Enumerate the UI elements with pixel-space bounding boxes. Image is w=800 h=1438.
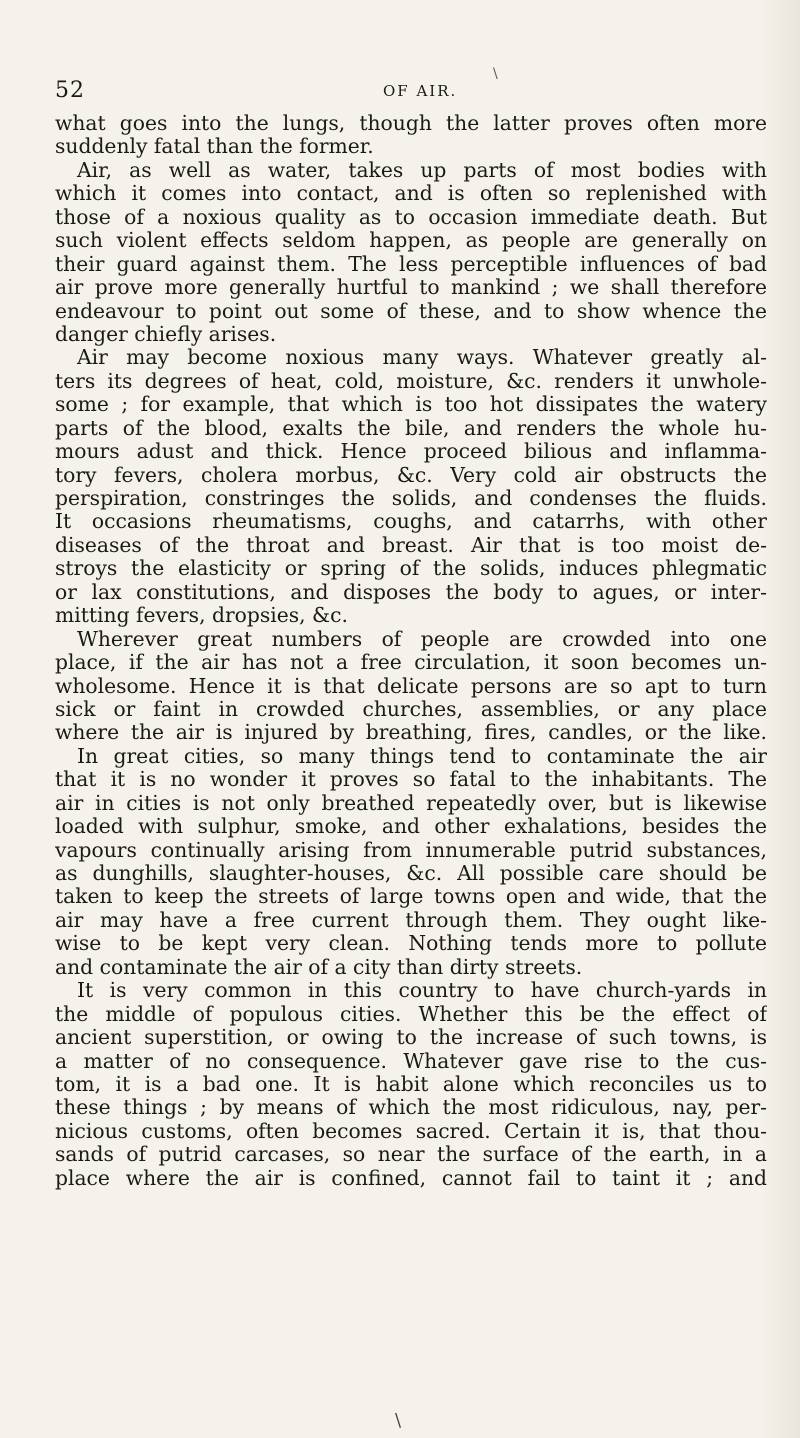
text-line: such violent effects seldom happen, as people are generally on [55,229,767,253]
text-line: tom, it is a bad one. It is habit alone which reconciles us to [55,1072,767,1096]
text-line: perspiration, constringes the solids, and condenses the fluids. [55,487,767,510]
text-line: air in cities is not only breathed repeatedly over, but is likewise [55,791,767,815]
text-line: those of a noxious quality as to occasion immediate death. But [55,205,767,229]
body-text [55,112,767,1190]
text-line: mours adust and thick. Hence proceed bilious and inflamma- [55,440,767,464]
text-line: loaded with sulphur, smoke, and other exhalations, besides the [55,815,767,839]
text-line: danger chiefly arises. [55,322,277,346]
text-line: Air may become noxious many ways. Whatever greatly al- [77,346,767,370]
text-line: or lax constitutions, and disposes the body to agues, or inter- [55,580,767,604]
text-line: wholesome. Hence it is that delicate persons are so apt to turn [55,674,767,698]
text-line: where the air is injured by breathing, fires, candles, or the like. [55,721,767,745]
text-line: endeavour to point out some of these, and to show whence the [55,299,767,323]
text-line: air prove more generally hurtful to mankind ; we shall therefore [55,276,767,300]
text-line: a matter of no consequence. Whatever gave rise to the cus- [55,1049,767,1073]
text-line: tory fevers, cholera morbus, &c. Very cold air obstructs the [55,463,767,487]
text-line: which it comes into contact, and is often so replenished with [55,182,767,206]
text-line: vapours continually arising from innumerable putrid substances, [55,838,767,862]
printer-mark-top: \ [493,66,498,82]
text-line: parts of the blood, exalts the bile, and renders the whole hu- [55,416,767,440]
text-line: and contaminate the air of a city than dirty streets. [55,955,583,979]
page-number: 52 [55,78,85,103]
text-line: Air, as well as water, takes up parts of most bodies with [77,158,767,182]
text-line: air may have a free current through them. They ought like- [55,908,767,932]
text-line: taken to keep the streets of large towns open and wide, that the [55,885,767,909]
text-line: Wherever great numbers of people are crowded into one [77,627,767,651]
text-line: some ; for example, that which is too hot dissipates the watery [55,393,767,417]
text-line: place, if the air has not a free circulation, it soon becomes un- [55,651,767,675]
running-title: OF AIR. [383,82,458,100]
text-line: these things ; by means of which the most ridiculous, nay, per- [55,1096,767,1120]
text-line: nicious customs, often becomes sacred. Certain it is, that thou- [55,1119,767,1143]
text-line: sick or faint in crowded churches, assemblies, or any place [55,697,767,721]
text-line: It occasions rheumatisms, coughs, and catarrhs, with other [55,510,767,534]
text-line: ancient superstition, or owing to the increase of such towns, is [55,1026,767,1050]
text-line: wise to be kept very clean. Nothing tends more to pollute [55,932,767,956]
text-line: suddenly fatal than the former. [55,135,374,159]
text-line: It is very common in this country to have church-yards in [77,979,767,1003]
text-line: ters its degrees of heat, cold, moisture, &c. renders it unwhole- [55,369,767,393]
text-line: the middle of populous cities. Whether this be the effect of [55,1002,767,1026]
text-line: what goes into the lungs, though the latter proves often more [55,112,767,135]
printer-mark-bottom: \ [395,1410,402,1431]
running-head [55,78,755,108]
text-line: sands of putrid carcases, so near the surface of the earth, in a [55,1143,767,1167]
text-line: as dunghills, slaughter-houses, &c. All possible care should be [55,862,767,885]
text-line: their guard against them. The less perceptible influences of bad [55,252,767,276]
text-line: that it is no wonder it proves so fatal to the inhabitants. The [55,768,767,792]
text-line: In great cities, so many things tend to contaminate the air [77,744,767,768]
text-line: place where the air is confined, cannot fail to taint it ; and [55,1166,767,1190]
text-line: mitting fevers, dropsies, &c. [55,604,348,628]
text-line: diseases of the throat and breast. Air that is too moist de- [55,533,767,557]
text-line: stroys the elasticity or spring of the solids, induces phlegmatic [55,557,767,581]
